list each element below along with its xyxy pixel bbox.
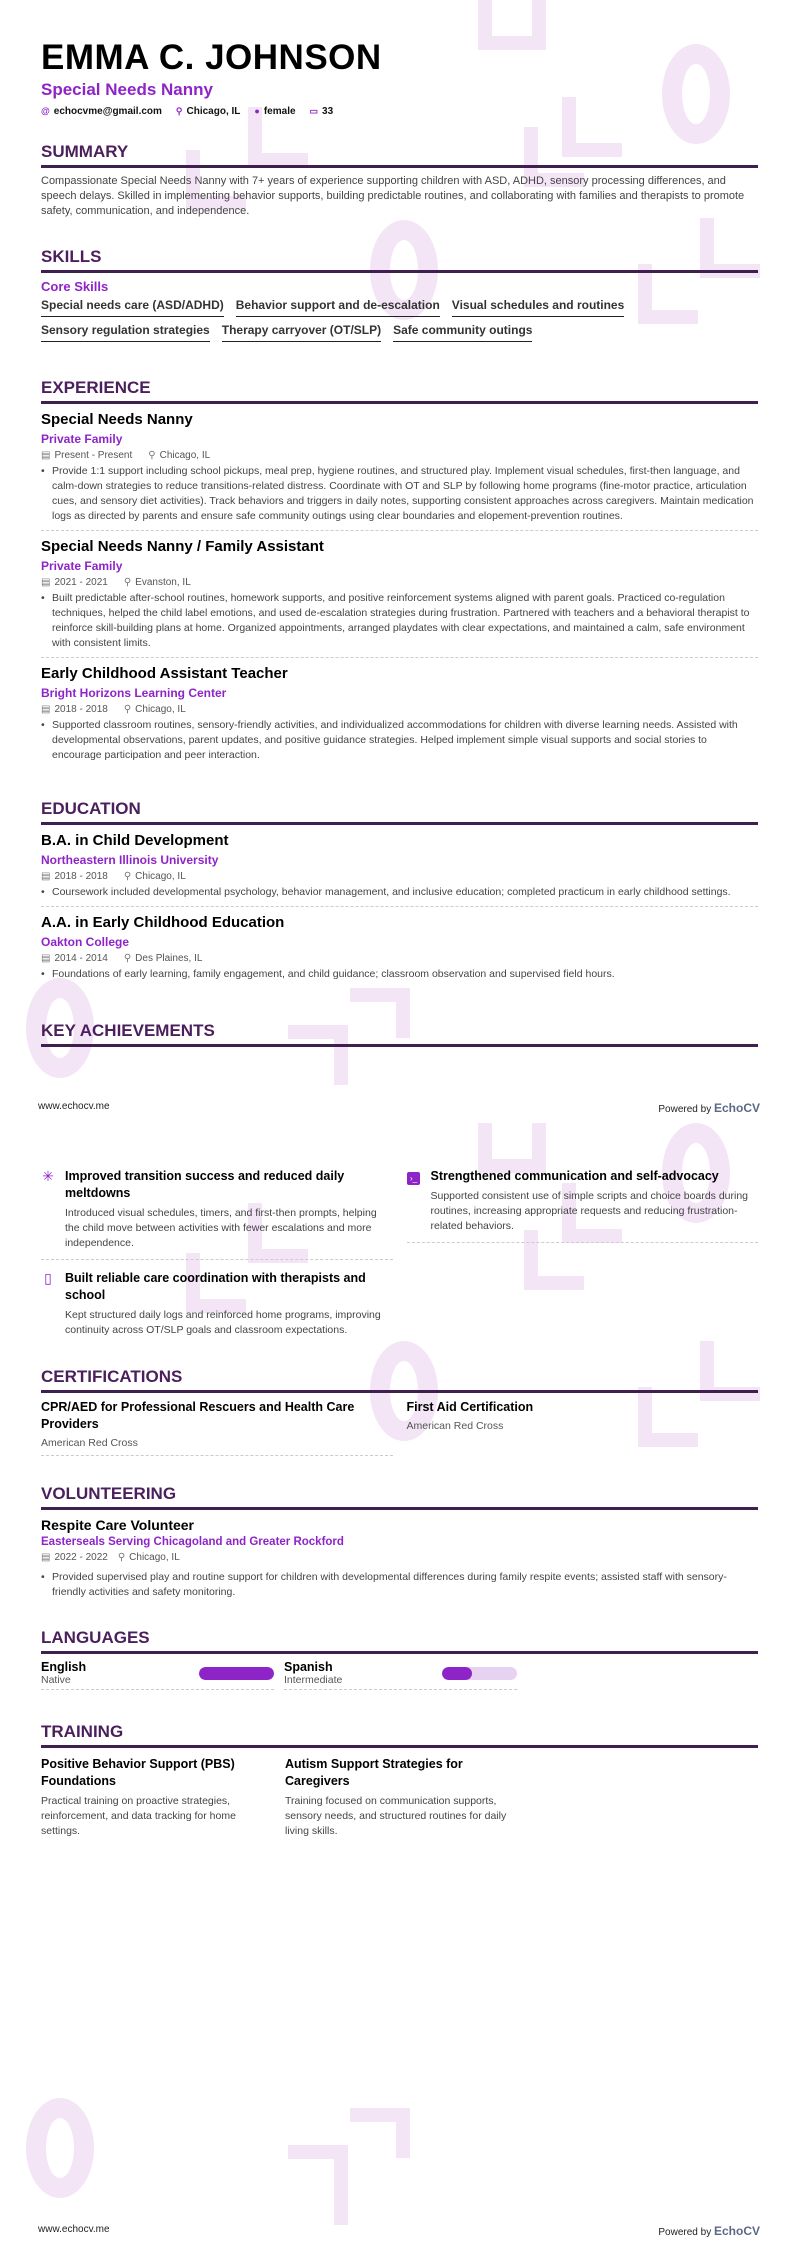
achievement-title: Built reliable care coordination with therapists and school xyxy=(65,1271,366,1302)
job-meta: ▤ 2021 - 2021 ⚲ Evanston, IL xyxy=(41,577,191,588)
achievements-heading-block xyxy=(41,1021,758,1053)
cert-issuer: American Red Cross xyxy=(406,1420,504,1432)
language-name: Spanish xyxy=(284,1660,333,1674)
certification-item xyxy=(41,1399,393,1456)
section-heading: EDUCATION xyxy=(41,799,758,825)
language-level: Native xyxy=(41,1674,71,1686)
edu-meta: ▤ 2018 - 2018 ⚲ Chicago, IL xyxy=(41,871,186,882)
echocv-logo[interactable]: EchoCV xyxy=(713,1101,760,1115)
sparkle-icon: ✳ xyxy=(42,1168,54,1184)
contact-email[interactable]: @ echocvme@gmail.com xyxy=(41,106,162,117)
footer-powered: Powered by EchoCV xyxy=(658,1101,760,1115)
skill-list xyxy=(41,298,758,342)
person-icon: ● xyxy=(254,106,260,116)
job-title: Special Needs Nanny xyxy=(41,411,193,428)
calendar-icon: ▤ xyxy=(41,953,51,964)
skill-tag: Safe community outings xyxy=(393,323,532,342)
training-title: Positive Behavior Support (PBS) Foundations xyxy=(41,1757,235,1788)
achievement-desc: Supported consistent use of simple scripts and choice boards during routines, increasing appropriate requests and reducing frustration-related behaviors. xyxy=(430,1190,749,1232)
summary-text: Compassionate Special Needs Nanny with 7+ years of experience supporting children with ASD, ADHD, sensory processing differences, and speech delays. Skilled in implementing behavior supports, building predictable routines, and collaborating with families and therapists to promote safety, communication, and independence. xyxy=(41,175,745,217)
training-desc: Practical training on proactive strategies, reinforcement, and data tracking for home settings. xyxy=(41,1795,236,1837)
location-pin-icon: ⚲ xyxy=(117,1552,126,1563)
achievement-item xyxy=(41,1168,393,1260)
at-icon: @ xyxy=(41,106,50,116)
training-item xyxy=(285,1756,515,1839)
volunteer-meta: ▤ 2022 - 2022 ⚲ Chicago, IL xyxy=(41,1552,180,1563)
certifications-section xyxy=(41,1367,758,1462)
achievement-desc: Kept structured daily logs and reinforced home programs, improving continuity across OT/SLP goals and classroom expectations. xyxy=(65,1309,381,1336)
edu-bullet: • Foundations of early learning, family engagement, and child guidance; classroom observation and supervised field hours. xyxy=(41,967,758,982)
experience-item xyxy=(41,537,758,658)
achievement-title: Strengthened communication and self-advocacy xyxy=(430,1169,719,1183)
proficiency-fill xyxy=(199,1667,274,1680)
location-pin-icon: ⚲ xyxy=(148,450,156,461)
volunteer-role: Respite Care Volunteer xyxy=(41,1517,195,1533)
achievement-item xyxy=(407,1168,759,1243)
volunteering-section xyxy=(41,1484,758,1600)
decor-shape xyxy=(478,1123,546,1173)
section-heading: SUMMARY xyxy=(41,142,758,168)
calendar-icon: ▭ xyxy=(309,106,319,116)
section-heading: CERTIFICATIONS xyxy=(41,1367,758,1393)
degree: B.A. in Child Development xyxy=(41,832,229,849)
skill-tag: Visual schedules and routines xyxy=(452,298,625,317)
language-item xyxy=(41,1660,274,1690)
certification-item xyxy=(407,1399,759,1462)
page-footer xyxy=(38,2224,760,2238)
calendar-icon: ▤ xyxy=(41,450,51,461)
section-heading: LANGUAGES xyxy=(41,1628,758,1654)
volunteer-bullet: • Provided supervised play and routine support for children with developmental differences during family respite events; assisted staff with sensory-friendly activities and safety monitoring. xyxy=(41,1570,758,1600)
resume-header xyxy=(41,38,758,117)
section-heading: EXPERIENCE xyxy=(41,378,758,404)
contact-age: ▭ 33 xyxy=(309,106,334,117)
skill-group-title: Core Skills xyxy=(41,279,109,294)
language-level: Intermediate xyxy=(284,1674,343,1686)
achievement-item xyxy=(41,1270,393,1346)
job-title: Early Childhood Assistant Teacher xyxy=(41,665,288,682)
skill-tag: Sensory regulation strategies xyxy=(41,323,210,342)
proficiency-fill xyxy=(442,1667,472,1680)
location-pin-icon: ⚲ xyxy=(123,953,132,964)
candidate-role: Special Needs Nanny xyxy=(41,80,213,99)
edu-meta: ▤ 2014 - 2014 ⚲ Des Plaines, IL xyxy=(41,953,203,964)
language-item xyxy=(284,1660,517,1690)
footer-url[interactable]: www.echocv.me xyxy=(38,2224,110,2235)
summary-section xyxy=(41,142,758,219)
location-pin-icon: ⚲ xyxy=(123,577,132,588)
decor-shape xyxy=(350,2108,410,2158)
skill-tag: Behavior support and de-escalation xyxy=(236,298,440,317)
training-section xyxy=(41,1722,758,1839)
page-footer xyxy=(38,1101,760,1115)
calendar-icon: ▤ xyxy=(41,871,51,882)
section-heading: KEY ACHIEVEMENTS xyxy=(41,1021,758,1047)
school: Oakton College xyxy=(41,935,130,949)
language-proficiency-bar xyxy=(199,1667,274,1680)
candidate-name: EMMA C. JOHNSON xyxy=(41,38,382,77)
education-item xyxy=(41,913,758,988)
job-bullet: • Provide 1:1 support including school pickups, meal prep, hygiene routines, and structured play. Implement visual schedules, first-then language, and calm-down strategies to reduce transitions-related distress. Coordinate with OT and SLP by following home programs (fine-motor practice, articulation cues, and sensory diet activities). Track behaviors and triggers in daily notes, supporting consistent approaches across caregivers. Maintain medication logs as directed by parents and ensure safe community outings using clear boundaries and elopement-prevention routines. xyxy=(41,464,758,524)
job-meta: ▤ Present - Present ⚲ Chicago, IL xyxy=(41,450,211,461)
decor-ring xyxy=(26,2098,94,2198)
language-name: English xyxy=(41,1660,87,1674)
footer-url[interactable]: www.echocv.me xyxy=(38,1101,110,1112)
volunteer-org: Easterseals Serving Chicagoland and Greater Rockford xyxy=(41,1536,344,1548)
skill-tag: Therapy carryover (OT/SLP) xyxy=(222,323,381,342)
contact-location: ⚲ Chicago, IL xyxy=(175,106,241,117)
cert-issuer: American Red Cross xyxy=(41,1437,138,1449)
school: Northeastern Illinois University xyxy=(41,853,219,867)
tablet-icon: ▯ xyxy=(44,1270,52,1286)
cert-title: First Aid Certification xyxy=(406,1400,534,1414)
experience-item xyxy=(41,664,758,769)
training-title: Autism Support Strategies for Caregivers xyxy=(285,1757,463,1788)
section-heading: SKILLS xyxy=(41,247,758,273)
achievement-desc: Introduced visual schedules, timers, and first-then prompts, helping the child move between activities with fewer escalations and more independence. xyxy=(65,1207,377,1249)
calendar-icon: ▤ xyxy=(41,577,51,588)
skills-section xyxy=(41,247,758,342)
job-title: Special Needs Nanny / Family Assistant xyxy=(41,538,324,555)
job-meta: ▤ 2018 - 2018 ⚲ Chicago, IL xyxy=(41,704,186,715)
achievement-title: Improved transition success and reduced daily meltdowns xyxy=(65,1169,345,1200)
decor-shape xyxy=(288,2145,348,2225)
experience-item xyxy=(41,410,758,531)
degree: A.A. in Early Childhood Education xyxy=(41,914,285,931)
education-section xyxy=(41,799,758,994)
calendar-icon: ▤ xyxy=(41,704,51,715)
education-item xyxy=(41,831,758,907)
languages-section xyxy=(41,1628,758,1690)
language-proficiency-bar xyxy=(442,1667,517,1680)
training-desc: Training focused on communication supports, sensory needs, and structured routines for daily living skills. xyxy=(285,1795,507,1837)
employer: Private Family xyxy=(41,432,123,446)
contact-gender: ● female xyxy=(254,106,296,117)
calendar-icon: ▤ xyxy=(41,1552,51,1563)
location-pin-icon: ⚲ xyxy=(123,871,132,882)
location-pin-icon: ⚲ xyxy=(175,106,183,116)
contact-row xyxy=(41,106,758,117)
employer: Private Family xyxy=(41,559,123,573)
echocv-logo[interactable]: EchoCV xyxy=(713,2224,760,2238)
resume-page-2 xyxy=(0,1123,794,2246)
edu-bullet: • Coursework included developmental psychology, behavior management, and inclusive education; completed practicum in early childhood settings. xyxy=(41,885,758,900)
employer: Bright Horizons Learning Center xyxy=(41,686,227,700)
job-bullet: • Supported classroom routines, sensory-friendly activities, and individualized accommodations for children with diverse learning needs. Assisted with developmental observations, parent updates, and positive guidance strategies. Helped implement simple visual supports and social stories to encourage participation and peer interaction. xyxy=(41,718,758,763)
section-heading: VOLUNTEERING xyxy=(41,1484,758,1510)
training-item xyxy=(41,1756,271,1839)
job-bullet: • Built predictable after-school routines, homework supports, and positive reinforcement systems aligned with parent goals. Practiced co-regulation techniques, helped the child label emotions, and used de-escalation strategies during frustration. Partnered with teachers and a behavioral therapist to reinforce skill-building plans at home. Organized appointments, arranged playdates with clear expectations, and maintained a calm, safe environment with consistent limits. xyxy=(41,591,758,651)
location-pin-icon: ⚲ xyxy=(123,704,132,715)
cert-title: CPR/AED for Professional Rescuers and Health Care Providers xyxy=(41,1400,355,1431)
achievements-section xyxy=(41,1168,758,1356)
footer-powered: Powered by EchoCV xyxy=(658,2224,760,2238)
skill-tag: Special needs care (ASD/ADHD) xyxy=(41,298,224,317)
terminal-icon: ›_ xyxy=(407,1168,421,1234)
experience-section xyxy=(41,378,758,775)
section-heading: TRAINING xyxy=(41,1722,758,1748)
